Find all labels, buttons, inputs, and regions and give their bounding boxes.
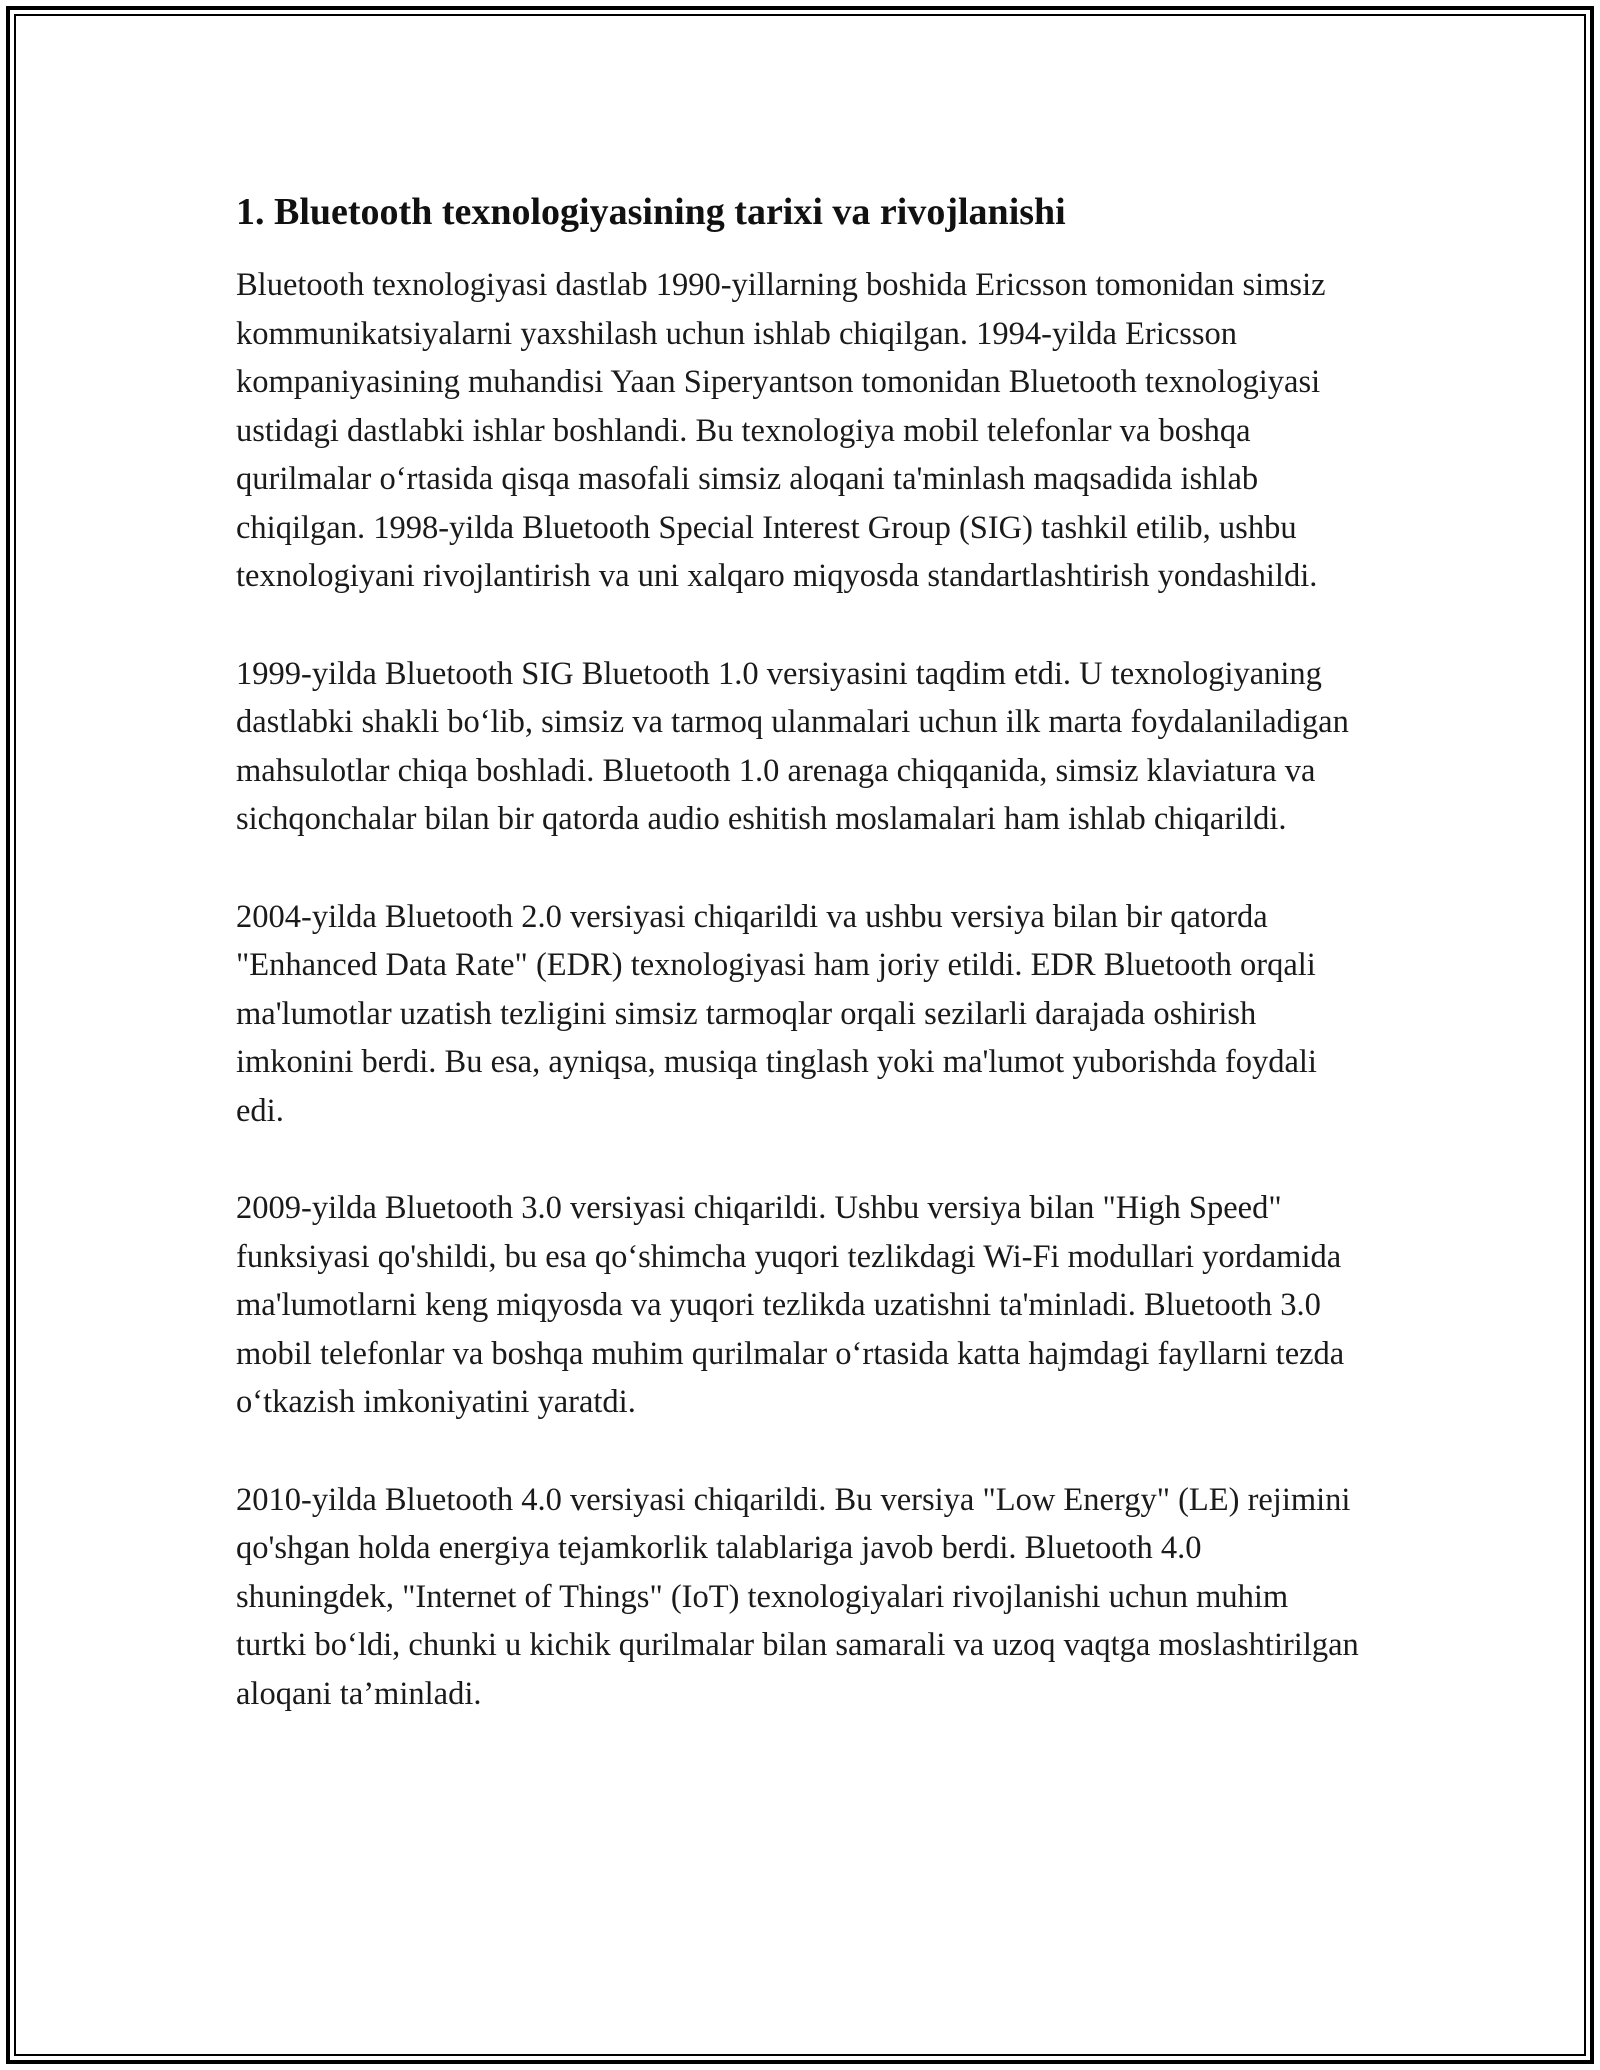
paragraph-bluetooth-4-0: 2010-yilda Bluetooth 4.0 versiyasi chiqarildi. Bu versiya "Low Energy" (LE) rejimini qo'shgan holda energiya tejamkorlik talablariga javob berdi. Bluetooth 4.0 shuningdek, "Internet of Things" (IoT) texnologiyalari rivojlanishi uchun muhim turtki bo‘ldi, chunki u kichik qurilmalar bilan samarali va uzoq vaqtga moslashtirilgan aloqani ta’minladi. xyxy=(236,1481,1359,1712)
document-body xyxy=(236,185,1366,1767)
section-heading: 1. Bluetooth texnologiyasining tarixi va rivojlanishi xyxy=(236,191,1066,233)
paragraph-bluetooth-3-0: 2009-yilda Bluetooth 3.0 versiyasi chiqarildi. Ushbu versiya bilan "High Speed" funksiyasi qo'shildi, bu esa qo‘shimcha yuqori tezlikdagi Wi-Fi modullari yordamida ma'lumotlarni keng miqyosda va yuqori tezlikda uzatishni ta'minladi. Bluetooth 3.0 mobil telefonlar va boshqa muhim qurilmalar o‘rtasida katta hajmdagi fayllarni tezda o‘tkazish imkoniyatini yaratdi. xyxy=(236,1190,1345,1420)
paragraph-history-origins: Bluetooth texnologiyasi dastlab 1990-yillarning boshida Ericsson tomonidan simsiz kommunikatsiyalarni yaxshilash uchun ishlab chiqilgan. 1994-yilda Ericsson kompaniyasining muhandisi Yaan Siperyantson tomonidan Bluetooth texnologiyasi ustidagi dastlabki ishlar boshlandi. Bu texnologiya mobil telefonlar va boshqa qurilmalar o‘rtasida qisqa masofali simsiz aloqani ta'minlash maqsadida ishlab chiqilgan. 1998-yilda Bluetooth Special Interest Group (SIG) tashkil etilib, ushbu texnologiyani rivojlantirish va uni xalqaro miqyosda standartlashtirish yondashildi. xyxy=(236,267,1326,594)
paragraph-bluetooth-2-0: 2004-yilda Bluetooth 2.0 versiyasi chiqarildi va ushbu versiya bilan bir qatorda "Enhanced Data Rate" (EDR) texnologiyasi ham joriy etildi. EDR Bluetooth orqali ma'lumotlar uzatish tezligini simsiz tarmoqlar orqali sezilarli darajada oshirish imkonini berdi. Bu esa, ayniqsa, musiqa tinglash yoki ma'lumot yuborishda foydali edi. xyxy=(236,898,1317,1129)
paragraph-bluetooth-1-0: 1999-yilda Bluetooth SIG Bluetooth 1.0 versiyasini taqdim etdi. U texnologiyaning dastlabki shakli bo‘lib, simsiz va tarmoq ulanmalari uchun ilk marta foydalaniladigan mahsulotlar chiqa boshladi. Bluetooth 1.0 arenaga chiqqanida, simsiz klaviatura va sichqonchalar bilan bir qatorda audio eshitish moslamalari ham ishlab chiqarildi. xyxy=(236,655,1349,837)
